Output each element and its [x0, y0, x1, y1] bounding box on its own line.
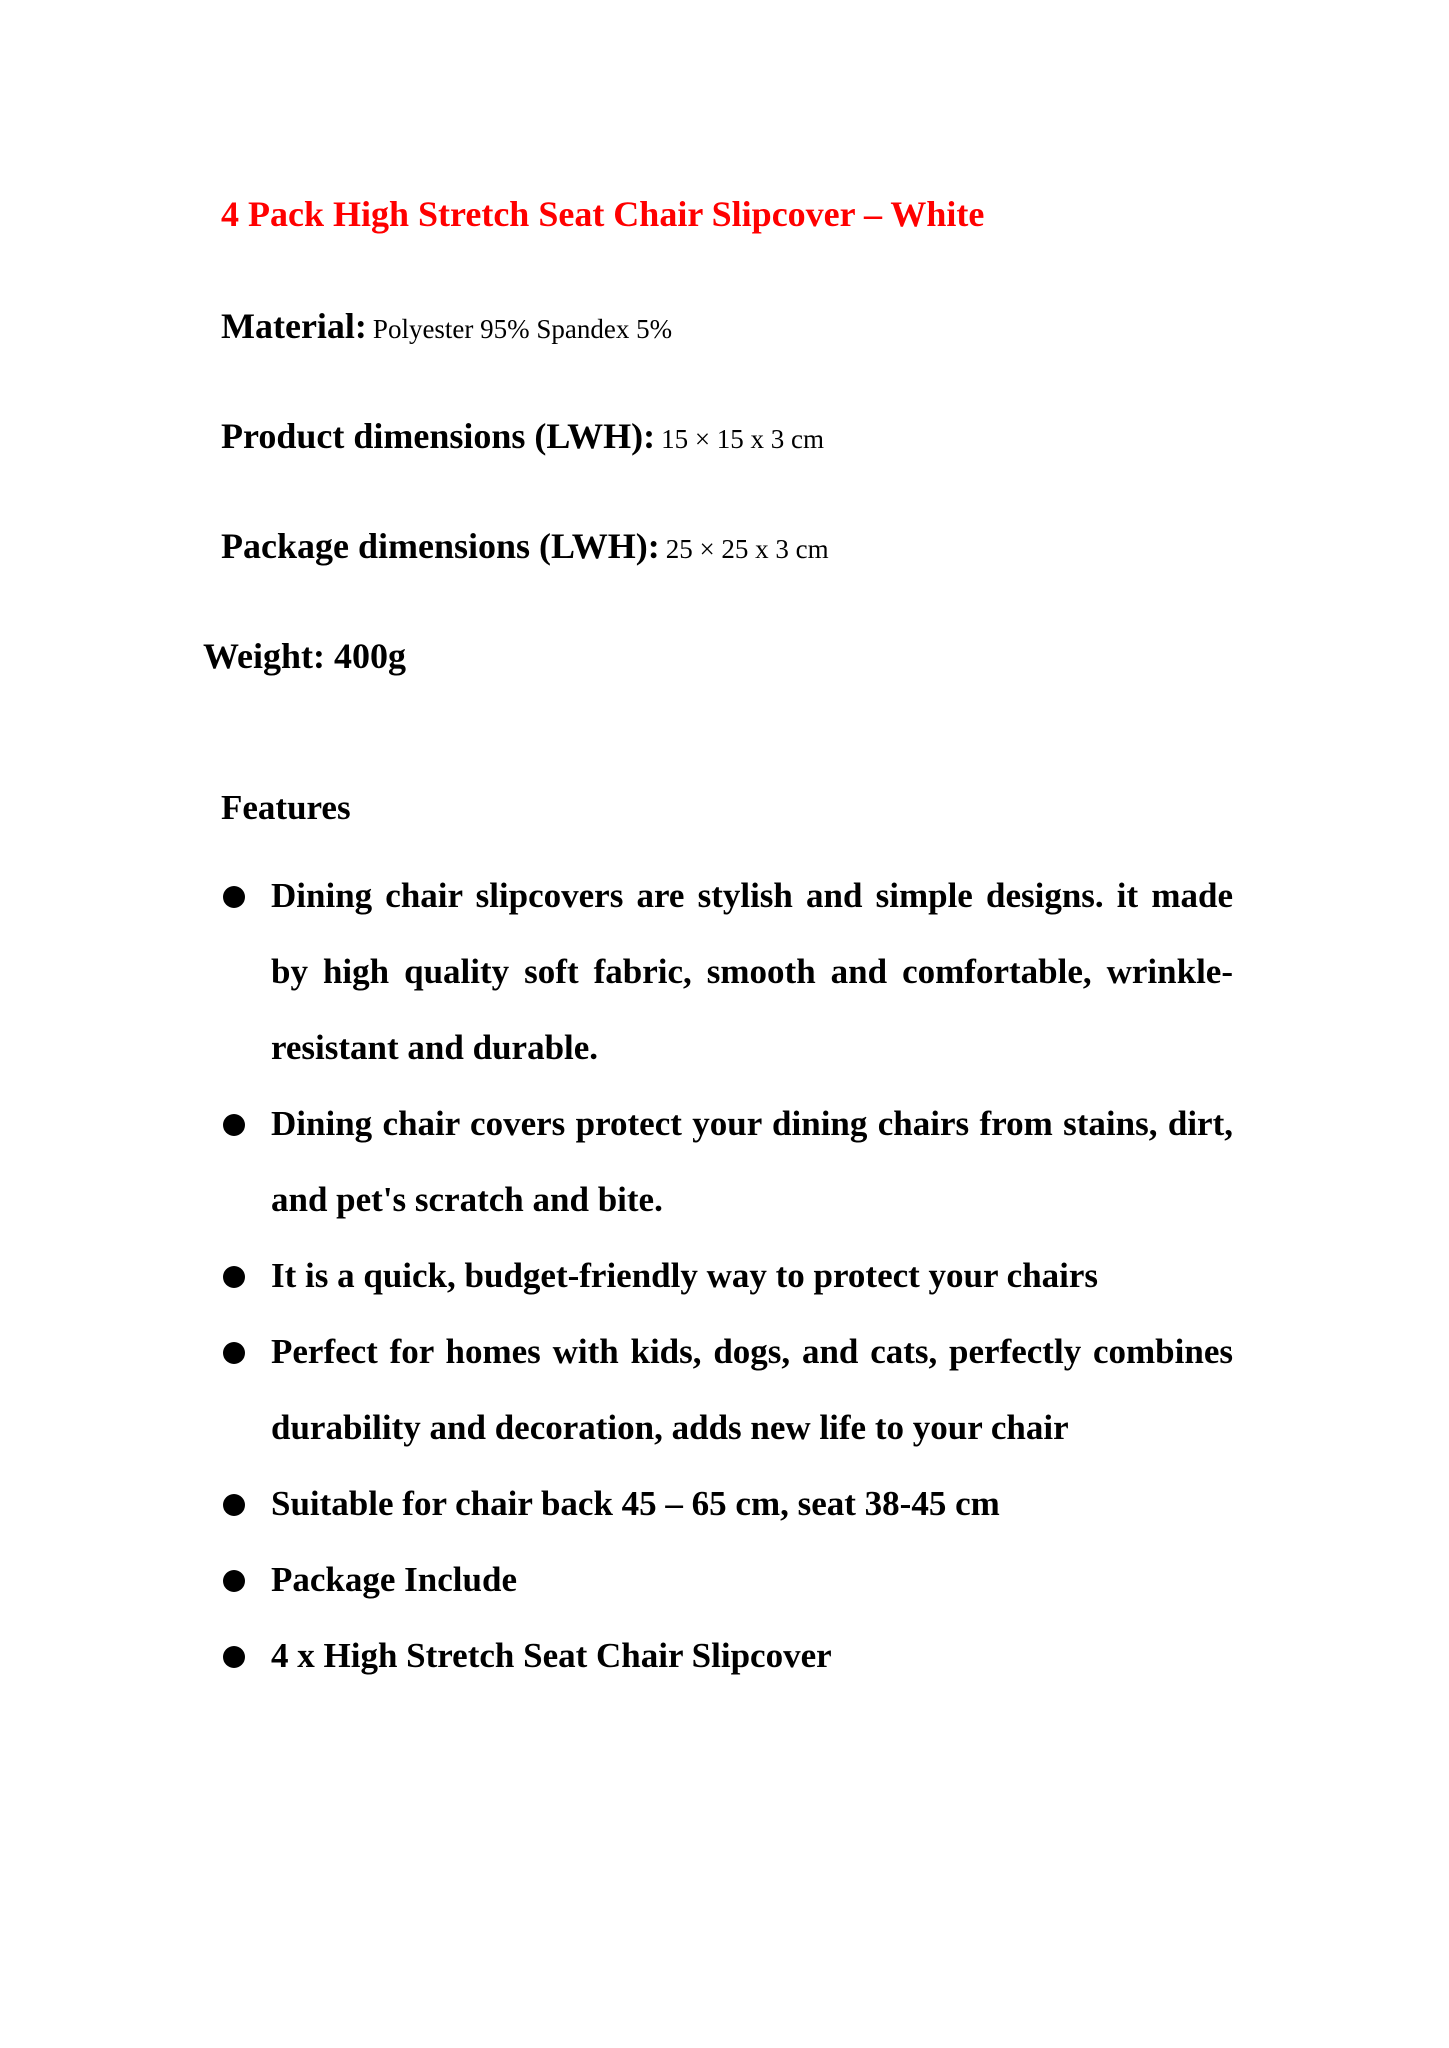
spec-product-dimensions-value: 15 × 15 x 3 cm [661, 424, 825, 454]
feature-text: Dining chair slipcovers are stylish and simple designs. it made by high quality soft fabric, smooth and comfortable, wrinkle-resistant and durable. [271, 876, 1233, 1067]
spec-product-dimensions-label: Product dimensions (LWH): [221, 416, 656, 456]
bullet-icon [223, 1266, 245, 1288]
spec-material-label: Material: [221, 306, 367, 346]
spec-weight: Weight: 400g [203, 636, 406, 676]
feature-item [221, 1086, 1233, 1238]
product-title: 4 Pack High Stretch Seat Chair Slipcover – White [221, 194, 985, 234]
feature-item [221, 1314, 1233, 1466]
feature-item [221, 1466, 1233, 1542]
feature-item [221, 1542, 1233, 1618]
spec-product-dimensions [221, 412, 824, 468]
feature-text: Perfect for homes with kids, dogs, and cats, perfectly combines durability and decoration, adds new life to your chair [271, 1332, 1233, 1447]
spec-material [221, 302, 672, 358]
bullet-icon [223, 1494, 245, 1516]
feature-item [221, 1238, 1233, 1314]
feature-text: It is a quick, budget-friendly way to protect your chairs [271, 1256, 1099, 1295]
feature-item [221, 1618, 1233, 1694]
spec-package-dimensions-value: 25 × 25 x 3 cm [665, 534, 829, 564]
feature-text: Package Include [271, 1560, 517, 1599]
spec-package-dimensions-label: Package dimensions (LWH): [221, 526, 660, 566]
spec-package-dimensions [221, 522, 829, 578]
spec-material-value: Polyester 95% Spandex 5% [372, 314, 673, 344]
bullet-icon [223, 1570, 245, 1592]
feature-text: Suitable for chair back 45 – 65 cm, seat 38-45 cm [271, 1484, 1000, 1523]
bullet-icon [223, 1342, 245, 1364]
bullet-icon [223, 1646, 245, 1668]
bullet-icon [223, 886, 245, 908]
feature-text: Dining chair covers protect your dining chairs from stains, dirt, and pet's scratch and bite. [271, 1104, 1233, 1219]
feature-item [221, 858, 1233, 1086]
features-list [221, 858, 1233, 1694]
bullet-icon [223, 1114, 245, 1136]
features-heading: Features [221, 788, 351, 827]
feature-text: 4 x High Stretch Seat Chair Slipcover [271, 1636, 832, 1675]
